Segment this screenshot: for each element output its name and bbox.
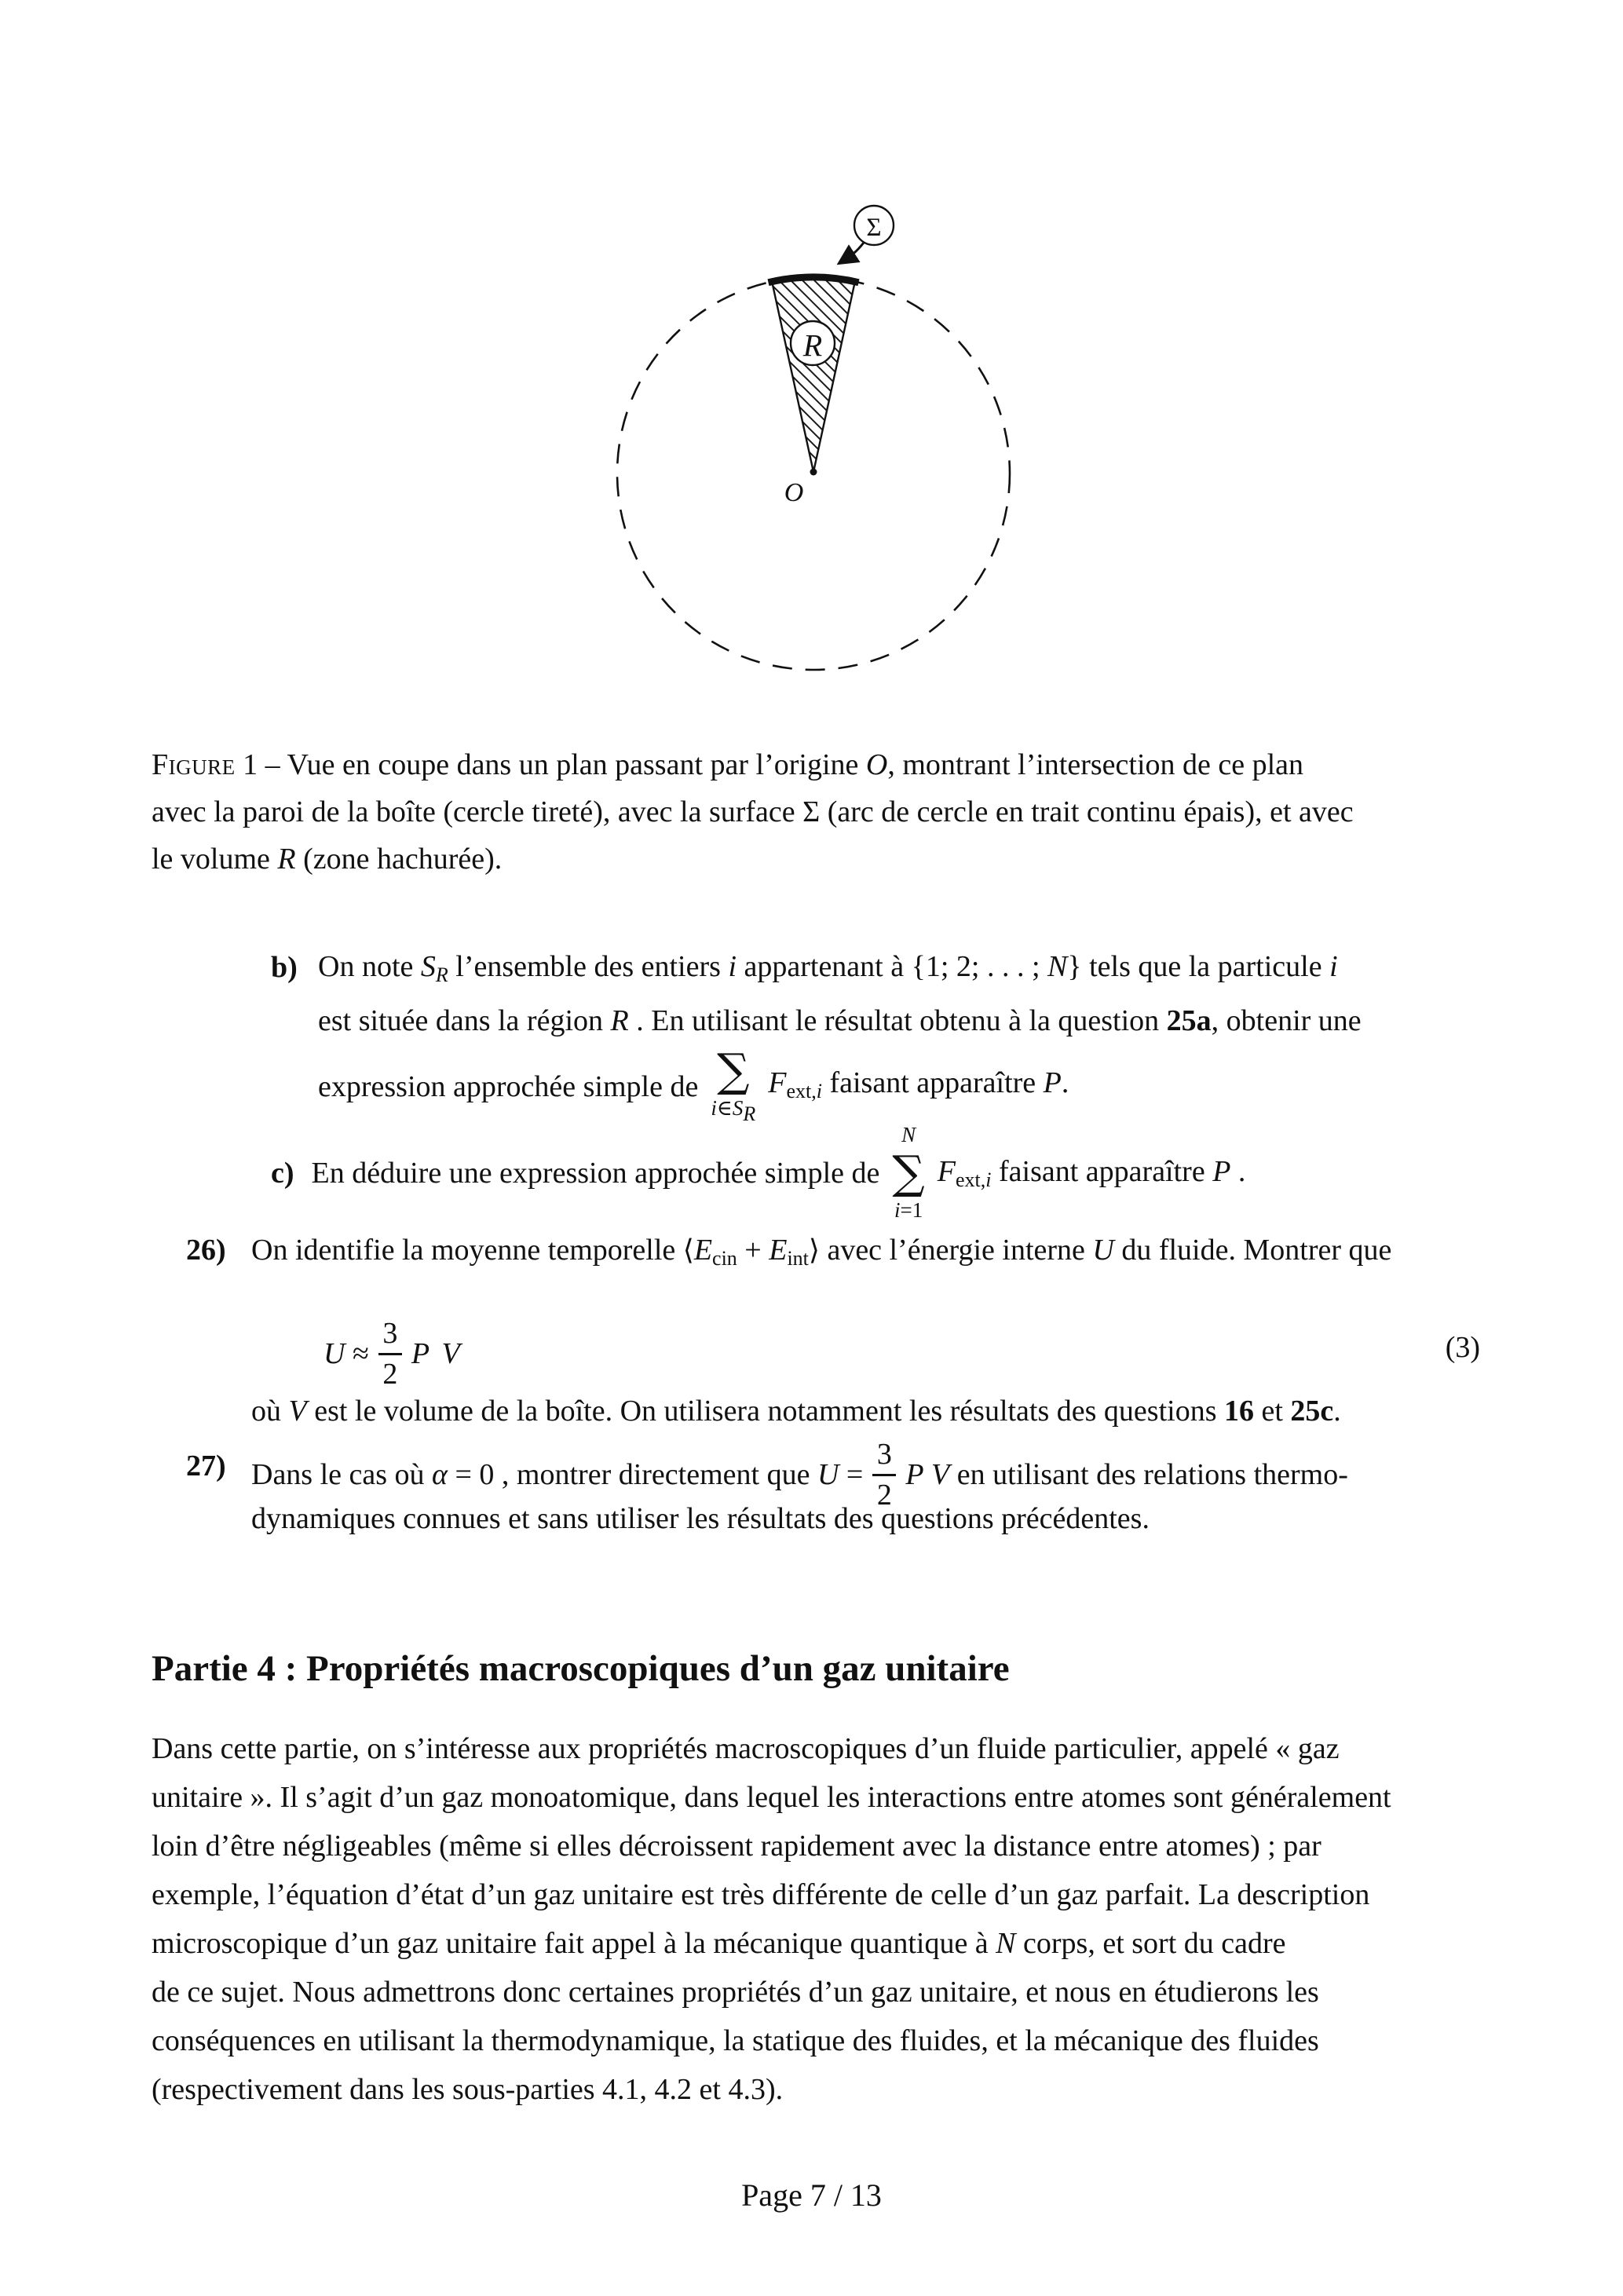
question-b-line-2: est située dans la région R . En utilisant le résultat obtenu à la question 25a, obtenir une — [318, 1004, 1362, 1037]
sum-over-region — [711, 1044, 756, 1126]
paragraph-line-4: exemple, l’équation d’état d’un gaz unitaire est très différente de celle d’un gaz parfait. La description — [152, 1878, 1370, 1911]
question-b-label: b) — [271, 951, 298, 984]
equation-rhs: P V — [411, 1337, 462, 1370]
paragraph-line-1: Dans cette partie, on s’intéresse aux propriétés macroscopiques d’un fluide particulier, appelé « gaz — [152, 1732, 1340, 1765]
region-wedge-hatched — [772, 276, 856, 472]
paragraph-line-7: conséquences en utilisant la thermodynamique, la statique des fluides, et la mécanique des fluides — [152, 2024, 1319, 2057]
question-c-tail: $F_{ext,}i$ faisant apparaître P . — [937, 1155, 1246, 1191]
fraction-bar — [872, 1474, 896, 1476]
equation-tag: (3) — [1445, 1331, 1480, 1364]
caption-line-2: avec la paroi de la boîte (cercle tireté), avec la surface Σ (arc de cercle en trait continu épais), et avec — [152, 795, 1354, 828]
question-26-text: On identifie la moyenne temporelle $⟨E_{cin}$ + $E_{int}⟩$ avec l’énergie interne U du fluide. Montrer que — [251, 1234, 1392, 1270]
question-27-label: 27) — [186, 1450, 226, 1483]
caption-line-3: le volume R (zone hachurée). — [152, 843, 503, 876]
question-c-text: En déduire une expression approchée simple de — [311, 1157, 880, 1190]
sum-symbol: ∑ — [717, 1044, 750, 1098]
intro-paragraph — [152, 1724, 1480, 2114]
caption-line-1: Figure 1 – Vue en coupe dans un plan passant par l’origine O, montrant l’intersection de ce plan — [152, 748, 1304, 781]
fraction-numerator: 3 — [876, 1437, 892, 1471]
equation-lhs: U ≈ — [324, 1337, 369, 1370]
sigma-label: Σ — [866, 214, 882, 242]
sigma-pointer-arrow — [839, 243, 864, 263]
question-c-label: c) — [271, 1157, 294, 1190]
question-27-line-2: dynamiques connues et sans utiliser les résultats des questions précédentes. — [251, 1502, 1150, 1535]
paragraph-line-5: microscopique d’un gaz unitaire fait appel à la mécanique quantique à N corps, et sort du cadre — [152, 1927, 1286, 1960]
question-26-label: 26) — [186, 1234, 226, 1267]
after-equation-note: où V est le volume de la boîte. On utilisera notamment les résultats des questions 16 et 25c. — [251, 1395, 1341, 1428]
origin-dot — [810, 469, 817, 476]
question-27-line-1-tail: P V en utilisant des relations thermo- — [905, 1458, 1348, 1491]
fraction-numerator: 3 — [382, 1316, 398, 1350]
question-c — [271, 1115, 1245, 1231]
paragraph-line-3: loin d’être négligeables (même si elles décroissent rapidement avec la distance entre atomes) ; par — [152, 1830, 1321, 1863]
question-b — [318, 944, 1475, 1130]
page-number: Page 7 / 13 — [741, 2177, 882, 2213]
sum-symbol: ∑ — [892, 1146, 925, 1199]
paragraph-line-6: de ce sujet. Nous admettrons donc certaines propriétés d’un gaz unitaire, et nous en étudierons les — [152, 1976, 1319, 2009]
question-b-line-3-text: expression approchée simple de — [318, 1070, 699, 1103]
section-heading: Partie 4 : Propriétés macroscopiques d’un gaz unitaire — [152, 1648, 1010, 1689]
paragraph-line-8: (respectivement dans les sous-parties 4.1, 4.2 et 4.3). — [152, 2073, 784, 2106]
question-27-line-1-text: Dans le cas où α = 0 , montrer directement que U = — [251, 1458, 864, 1491]
question-b-line-3-tail: $F_{ext,}i$ faisant apparaître P. — [768, 1066, 1069, 1102]
sum-lower-limit: i∈SR — [711, 1096, 756, 1126]
figure-caption — [152, 741, 1480, 883]
paragraph-line-2: unitaire ». Il s’agit d’un gaz monoatomique, dans lequel les interactions entre atomes sont généralement — [152, 1781, 1391, 1814]
sum-over-particles — [892, 1124, 924, 1222]
question-b-line-1: On note SR l’ensemble des entiers i appartenant à {1; 2; . . . ; N} tels que la particule i — [318, 950, 1338, 986]
sum-upper-limit: N — [901, 1123, 916, 1147]
figure-drawing — [581, 188, 1052, 691]
origin-label: O — [784, 478, 804, 507]
region-label: R — [802, 327, 823, 364]
fraction-denominator: 2 — [382, 1357, 398, 1391]
sum-lower-limit: i=1 — [894, 1198, 923, 1222]
fraction-denominator: 2 — [876, 1478, 892, 1512]
fraction-three-halves — [872, 1438, 896, 1512]
